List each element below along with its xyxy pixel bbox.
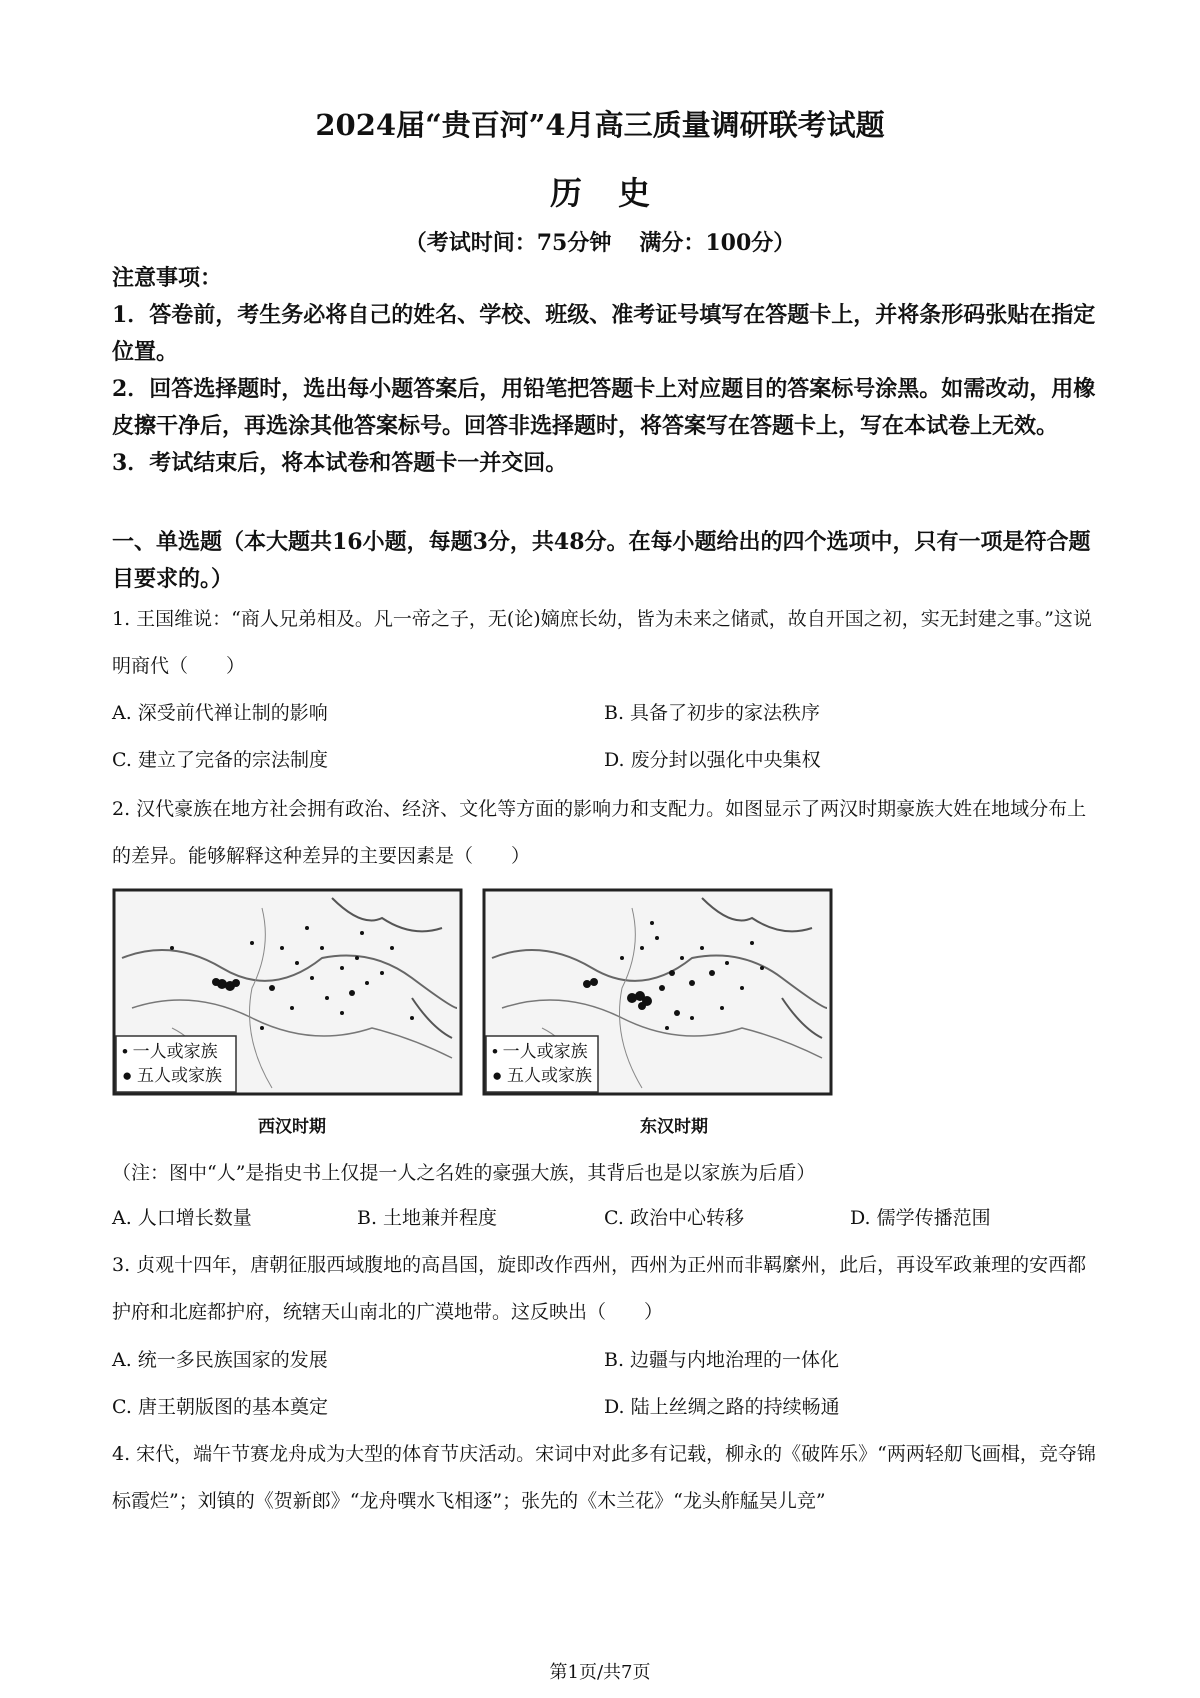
map-legend	[122, 1040, 222, 1088]
notes-block	[112, 260, 1102, 482]
option-d: D. 陆上丝绸之路的持续畅通	[604, 1396, 840, 1418]
map-caption-eastern: 东汉时期	[640, 1117, 708, 1137]
options-row	[112, 690, 1102, 737]
note-item: 2．回答选择题时，选出每小题答案后，用铅笔把答题卡上对应题目的答案标号涂黑。如需改动，用橡皮擦干净后，再选涂其他答案标号。回答非选择题时，将答案写在答题卡上，写在本试卷上无效。	[112, 376, 1096, 439]
option-a: A. 深受前代禅让制的影响	[112, 702, 328, 724]
legend-small: • 一人或家族	[492, 1042, 588, 1061]
question-stem: 2. 汉代豪族在地方社会拥有政治、经济、文化等方面的影响力和支配力。如图显示了两汉时期豪族大姓在地域分布上的差异。能够解释这种差异的主要因素是（ ）	[112, 798, 1087, 867]
option-c: C. 政治中心转移	[604, 1207, 744, 1229]
page-footer: 第1页/共7页	[549, 1662, 651, 1683]
option-a: A. 人口增长数量	[112, 1207, 252, 1229]
option-d: D. 废分封以强化中央集权	[604, 749, 821, 771]
options-row	[112, 1337, 1102, 1384]
legend-small: • 一人或家族	[122, 1042, 218, 1061]
legend-big: ● 五人或家族	[492, 1066, 592, 1085]
option-b: B. 土地兼并程度	[357, 1207, 498, 1229]
options-row	[112, 1195, 1102, 1242]
option-a: A. 统一多民族国家的发展	[112, 1349, 328, 1371]
subject-title: 历史	[549, 174, 686, 212]
legend-big: ● 五人或家族	[122, 1066, 222, 1085]
option-c: C. 建立了完备的宗法制度	[112, 749, 328, 771]
section-heading: 一、单选题（本大题共16小题，每题3分，共48分。在每小题给出的四个选项中，只有一项是符合题目要求的。）	[112, 529, 1091, 592]
options-row	[112, 737, 1102, 784]
question-stem: 3. 贞观十四年，唐朝征服西域腹地的高昌国，旋即改作西州，西州为正州而非羁縻州，此后，再设军政兼理的安西都护府和北庭都护府，统辖天山南北的广漠地带。这反映出（ ）	[112, 1254, 1087, 1323]
options-row	[112, 1384, 1102, 1431]
note-item: 1．答卷前，考生务必将自己的姓名、学校、班级、准考证号填写在答题卡上，并将条形码张贴在指定位置。	[112, 302, 1096, 365]
option-c: C. 唐王朝版图的基本奠定	[112, 1396, 328, 1418]
question-stem: 1. 王国维说：“商人兄弟相及。凡一帝之子，无(论)嫡庶长幼，皆为未来之储贰，故自开国之初，实无封建之事。”这说明商代（ ）	[112, 608, 1092, 677]
notes-heading: 注意事项：	[112, 265, 223, 291]
map-legend	[492, 1040, 592, 1088]
exam-info	[0, 226, 1200, 257]
map-eastern-han	[482, 888, 833, 1096]
map-figures	[112, 888, 826, 1096]
figure-note: （注：图中“人”是指史书上仅提一人之名姓的豪强大族，其背后也是以家族为后盾）	[112, 1162, 816, 1184]
map-western-han	[112, 888, 463, 1096]
option-d: D. 儒学传播范围	[850, 1207, 991, 1229]
note-item: 3．考试结束后，将本试卷和答题卡一并交回。	[112, 450, 568, 476]
map-caption-western: 西汉时期	[258, 1117, 326, 1137]
exam-title: 2024届“贵百河”4月高三质量调研联考试题	[315, 108, 885, 142]
option-b: B. 边疆与内地治理的一体化	[604, 1349, 840, 1371]
full-score: 满分：100分）	[639, 230, 796, 256]
exam-time: （考试时间：75分钟	[404, 230, 612, 256]
question-stem: 4. 宋代，端午节赛龙舟成为大型的体育节庆活动。宋词中对此多有记载，柳永的《破阵乐》“两两轻舠飞画楫，竞夺锦标霞烂”；刘镇的《贺新郎》“龙舟噀水飞相逐”；张先的《木兰花》“龙头舴艋吴儿竞”	[112, 1443, 1096, 1512]
option-b: B. 具备了初步的家法秩序	[604, 702, 821, 724]
